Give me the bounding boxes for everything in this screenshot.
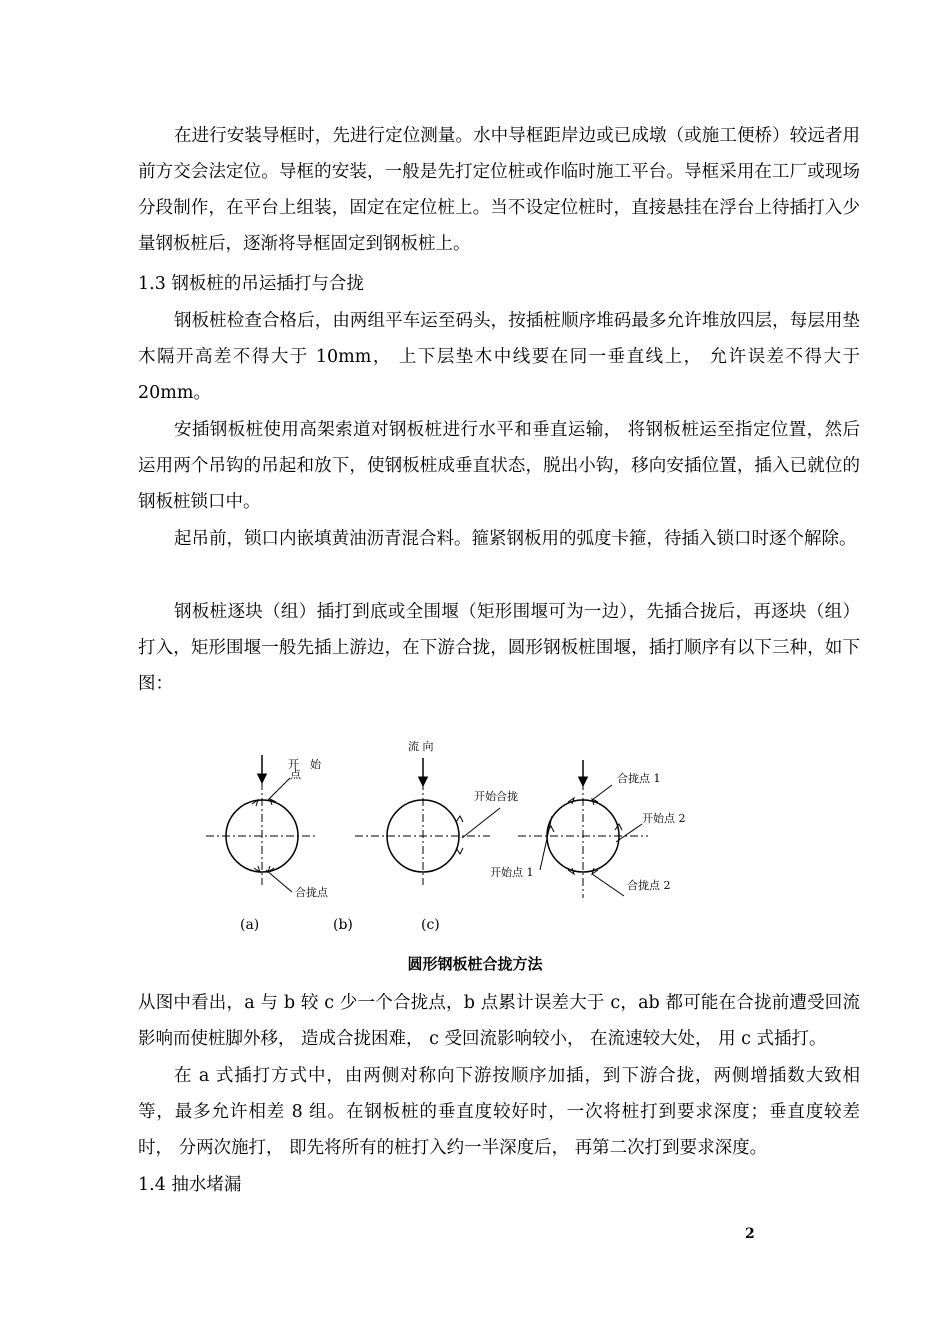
figure-label-a: (a) <box>240 917 260 933</box>
paragraph-analysis: 从图中看出，a 与 b 较 c 少一个合拢点，b 点累计误差大于 c，ab 都可能在合拢前遭受回流影响而使桩脚外移， 造成合拢困难， c 受回流影响较小， 在流速较大处， 用 c 式插打。 <box>138 993 860 1049</box>
circle-b <box>355 739 518 885</box>
label-c-close-2: 合拢点 2 <box>627 879 671 892</box>
closure-diagram <box>0 720 950 950</box>
label-flow-direction: 流 向 <box>408 740 434 753</box>
paragraph-closure-order: 钢板桩逐块（组）插打到底或全围堰（矩形围堰可为一边），先插合拢后，再逐块（组）打入，矩形围堰一般先插上游边，在下游合拢，圆形钢板桩围堰，插打顺序有以下三种，如下图： <box>138 602 860 694</box>
paragraph-lifting: 起吊前，锁口内嵌填黄油沥青混合料。箍紧钢板用的弧度卡箍，待插入锁口时逐个解除。 <box>174 529 857 549</box>
label-a-start: 开 始 <box>288 758 321 771</box>
label-c-start-1: 开始点 1 <box>490 866 534 879</box>
paragraph-insertion: 安插钢板桩使用高架索道对钢板桩进行水平和垂直运输， 将钢板桩运至指定位置，然后运用两个吊钩的吊起和放下，使钢板桩成垂直状态，脱出小钩，移向安插位置，插入已就位的钢板桩锁口中。 <box>138 420 860 512</box>
figure-label-c: (c) <box>421 917 440 933</box>
label-a-close: 合拢点 <box>295 886 328 899</box>
section-heading-1-4: 1.4 抽水堵漏 <box>138 1175 242 1195</box>
section-heading-1-3: 1.3 钢板桩的吊运插打与合拢 <box>138 274 364 294</box>
label-c-close-1: 合拢点 1 <box>617 772 661 785</box>
circle-c <box>490 760 686 898</box>
label-b-start-close: 开始合拢 <box>474 790 518 803</box>
paragraph-guide-frame: 在进行安装导框时，先进行定位测量。水中导框距岸边或已成墩（或施工便桥）较远者用前方交会法定位。导框的安装，一般是先打定位桩或作临时施工平台。导框采用在工厂或现场分段制作，在平台上组装，固定在定位桩上。当不设定位桩时，直接悬挂在浮台上待插打入少量钢板桩后，逐渐将导框固定到钢板桩上。 <box>138 126 860 254</box>
label-c-start-2: 开始点 2 <box>642 812 686 825</box>
figure-label-b: (b) <box>333 917 353 933</box>
page-number: 2 <box>745 1226 755 1242</box>
paragraph-transport: 钢板桩检查合格后，由两组平车运至码头，按插桩顺序堆码最多允许堆放四层，每层用垫木隔开高差不得大于 10mm， 上下层垫木中线要在同一垂直线上， 允许误差不得大于 20mm。 <box>138 311 860 403</box>
label-a-start-2: 点 <box>290 768 301 781</box>
circle-a <box>206 755 329 899</box>
figure-caption: 圆形钢板桩合拢方法 <box>407 955 543 973</box>
paragraph-method-a: 在 a 式插打方式中，由两侧对称向下游按顺序加插，到下游合拢，两侧增插数大致相等，最多允许相差 8 组。在钢板桩的垂直度较好时，一次将桩打到要求深度；垂直度较差时， 分两次施打， 即先将所有的桩打入约一半深度后， 再第二次打到要求深度。 <box>138 1066 860 1158</box>
